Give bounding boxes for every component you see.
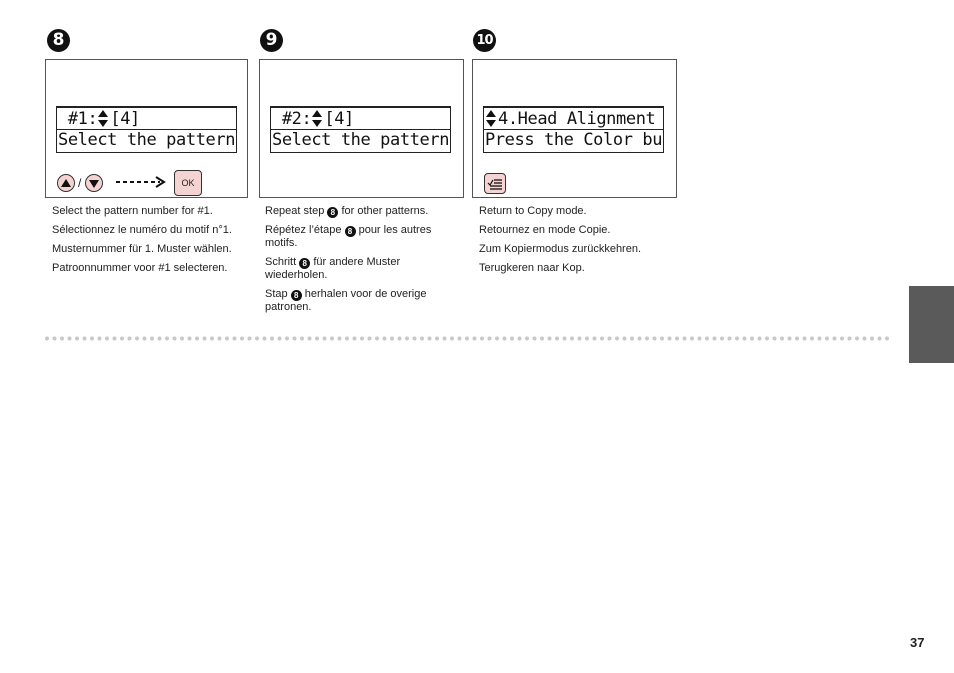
step-10-number: 10 — [473, 29, 496, 52]
step-8-number: 8 — [47, 29, 70, 52]
step-ref-icon: 8 — [327, 207, 338, 218]
lcd-line-1-value: [4] — [110, 109, 140, 129]
text-fr: Sélectionnez le numéro du motif n°1. — [52, 224, 232, 236]
lcd-line-1 — [58, 109, 236, 129]
lcd-line-1-value: [4] — [324, 109, 354, 129]
side-thumb-tab — [909, 286, 954, 363]
updown-icon — [486, 110, 497, 127]
text-nl: Terugkeren naar Kop. — [479, 262, 585, 274]
text-nl: Stap 8 herhalen voor de overige patronen. — [265, 288, 427, 313]
step-ref-icon: 8 — [345, 226, 356, 237]
text-en: Select the pattern number for #1. — [52, 205, 213, 217]
step-9-text — [265, 205, 455, 320]
up-arrow-icon — [61, 179, 71, 187]
lcd-display — [483, 106, 664, 153]
down-button[interactable] — [85, 174, 103, 192]
updown-icon — [98, 110, 109, 127]
up-button[interactable] — [57, 174, 75, 192]
menu-list-icon — [485, 174, 505, 193]
lcd-line-2: Press the Color bu — [485, 130, 663, 150]
text-fr: Retournez en mode Copie. — [479, 224, 611, 236]
step-9-number: 9 — [260, 29, 283, 52]
step-ref-icon: 8 — [299, 258, 310, 269]
text-de: Musternummer für 1. Muster wählen. — [52, 243, 232, 255]
slash-separator: / — [78, 176, 82, 190]
lcd-display — [270, 106, 451, 153]
lcd-display — [56, 106, 237, 153]
step-10-panel — [472, 59, 677, 198]
text-fr: Répétez l’étape 8 pour les autres motifs. — [265, 224, 432, 249]
updown-icon — [312, 110, 323, 127]
step-ref-icon: 8 — [291, 290, 302, 301]
dotted-divider — [45, 336, 895, 341]
menu-button[interactable] — [484, 173, 506, 194]
text-de: Schritt 8 für andere Muster wiederholen. — [265, 256, 401, 281]
lcd-line-2: Select the pattern — [272, 130, 450, 150]
lcd-line-1-text: 4.Head Alignment — [498, 109, 656, 129]
lcd-line-1-label: #2: — [281, 109, 312, 129]
text-en: Repeat step 8 for other patterns. — [265, 205, 429, 217]
text-de: Zum Kopiermodus zurückkehren. — [479, 243, 642, 255]
lcd-line-2: Select the pattern — [58, 130, 236, 150]
page-number: 37 — [910, 635, 925, 650]
step-9-panel — [259, 59, 464, 198]
lcd-line-1 — [272, 109, 450, 129]
lcd-line-1-label: #1: — [67, 109, 98, 129]
down-arrow-icon — [89, 180, 99, 188]
text-en: Return to Copy mode. — [479, 205, 587, 217]
step-8-text — [52, 205, 232, 281]
step-8-panel — [45, 59, 248, 198]
dashed-arrow-icon — [116, 176, 166, 188]
ok-button[interactable]: OK — [174, 170, 202, 196]
lcd-line-1 — [485, 109, 663, 129]
step-10-text — [479, 205, 641, 281]
text-nl: Patroonnummer voor #1 selecteren. — [52, 262, 228, 274]
